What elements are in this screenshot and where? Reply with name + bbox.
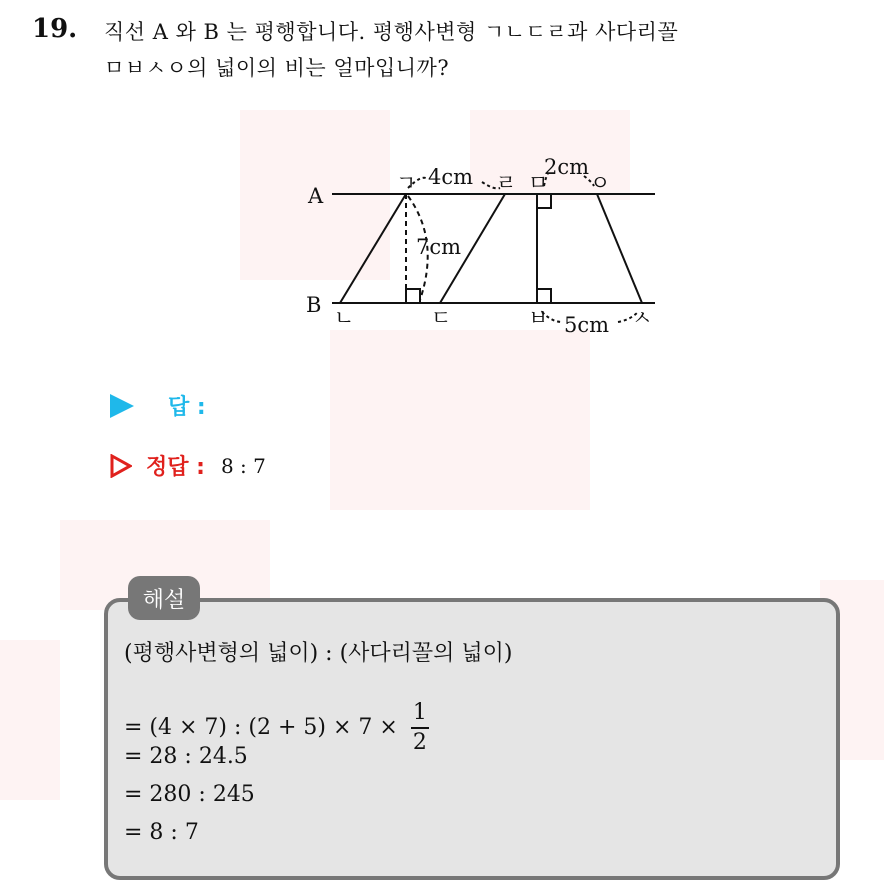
answer-row: [110, 390, 206, 421]
label-point-n: ㄴ: [334, 306, 355, 330]
label-height: 7cm: [416, 235, 462, 259]
label-point-d: ㄷ: [431, 306, 452, 330]
parallelogram-left-side: [340, 194, 406, 303]
solution-line: (평행사변형의 넓이) : (사다리꼴의 넓이): [124, 641, 513, 666]
solution-tag: 해설: [128, 576, 200, 620]
right-angle-mark: [537, 289, 551, 303]
trapezoid-right-side: [597, 194, 642, 303]
solution-line: = 28 : 24.5: [124, 744, 248, 769]
right-angle-mark: [537, 194, 551, 208]
label-point-b: ㅂ: [528, 306, 549, 330]
label-point-o: ㅇ: [590, 171, 611, 195]
fraction-denominator: 2: [412, 730, 427, 755]
correct-answer-value: 8 : 7: [220, 453, 266, 478]
question-number: 19.: [32, 14, 78, 44]
question-text-line2: ㅁㅂㅅㅇ의 넓이의 비는 얼마입니까?: [104, 56, 450, 80]
solution-expression: = (4 × 7) : (2 + 5) × 7 ×: [124, 715, 398, 740]
label-point-m: ㅁ: [528, 171, 549, 195]
arrow-solid-icon: [110, 394, 134, 418]
label-line-a: A: [308, 184, 324, 208]
answer-label: 답 :: [168, 395, 206, 420]
right-angle-mark: [406, 289, 420, 303]
label-line-b: B: [306, 293, 322, 317]
arrow-outline-icon: [110, 454, 132, 478]
label-point-r: ㄹ: [496, 171, 517, 195]
correct-answer-row: [110, 450, 266, 481]
solution-line: = 8 : 7: [124, 820, 199, 845]
label-top-trap-length: 2cm: [544, 155, 590, 179]
fraction-numerator: 1: [411, 702, 429, 729]
correct-answer-label: 정답 :: [146, 455, 205, 480]
label-bottom-trap-length: 5cm: [564, 313, 610, 337]
question-text-line1: 직선 A 와 B 는 평행합니다. 평행사변형 ㄱㄴㄷㄹ과 사다리꼴: [104, 20, 679, 44]
label-top-para-length: 4cm: [428, 165, 474, 189]
solution-line: = 280 : 245: [124, 782, 255, 807]
label-point-s: ㅅ: [632, 306, 653, 330]
fraction: [411, 702, 429, 754]
label-point-g: ㄱ: [396, 171, 417, 195]
